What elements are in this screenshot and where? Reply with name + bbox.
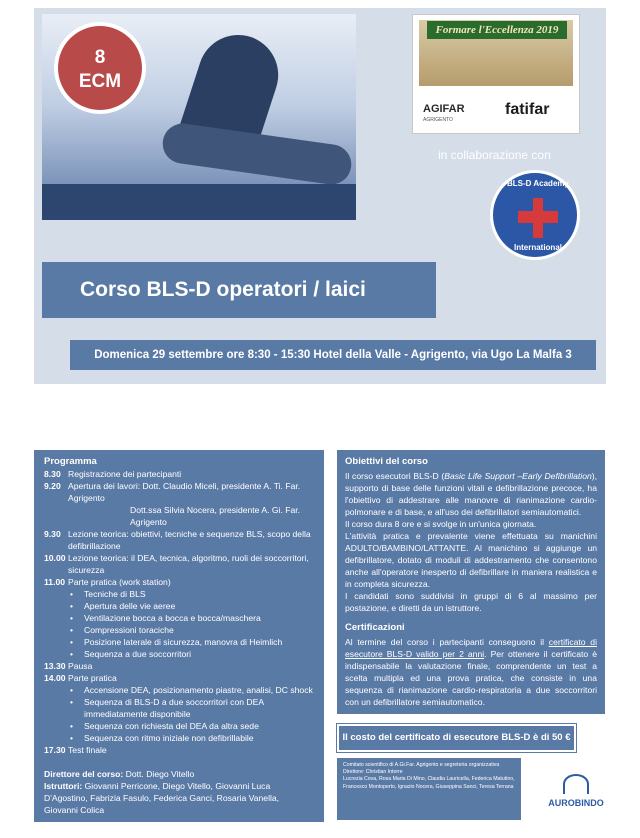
ecm-label: ECM	[78, 71, 122, 92]
fatifar-logo: fatifar	[505, 101, 550, 118]
obiettivi-paragraph: Il corso dura 8 ore e si svolge in un'unica giornata.	[345, 519, 537, 529]
list-item: 11.00 Parte pratica (work station)	[44, 577, 171, 587]
collaboration-text: in collaborazione con	[438, 148, 551, 162]
list-item: • Sequenza con ritmo iniziale non defibrillabile	[44, 732, 314, 744]
obiettivi-paragraph: L'attività pratica e prevalente viene effettuata su manichini ADULTO/BAMBINO/LATTANTE. Al manichino si aggiunge un defibrillatore, dotato di moduli di addestramento che consentono anche all'operatore inesperto di defibrillare in maniera realistica e in completa sicurezza.	[345, 531, 597, 589]
bls-academy-logo	[490, 170, 580, 260]
ecm-number: 8	[94, 47, 106, 68]
direttore-line: Direttore del corso: Dott. Diego Vitello	[44, 769, 195, 779]
agifar-logo: AGIFAR	[423, 103, 465, 115]
list-item: • Ventilazione bocca a bocca e bocca/maschera	[44, 612, 314, 624]
list-item: • Posizione laterale di sicurezza, manovra di Heimlich	[44, 636, 314, 648]
comitato-line: Comitato scientifico di A.Gi.Far. Agrigento e segreteria organizzativa	[343, 762, 500, 768]
cost-banner: Il costo del certificato di esecutore BLS-D è di 50 €	[337, 724, 576, 752]
list-item: 8.30 Registrazione dei partecipanti	[44, 469, 182, 479]
list-item: • Sequenza con richiesta del DEA da altra sede	[44, 720, 314, 732]
photo-floor	[42, 184, 356, 220]
programma-heading: Programma	[44, 456, 97, 467]
sponsor-name: AUROBINDO	[548, 798, 604, 808]
list-item: • Sequenza di BLS-D a due soccorritori con DEA immediatamente disponibile	[44, 696, 314, 720]
list-item: 14.00 Parte pratica	[44, 673, 117, 683]
ecm-badge	[54, 22, 146, 114]
course-title: Corso BLS-D operatori / laici	[42, 262, 436, 318]
list-item: • Compressioni toraciche	[44, 624, 314, 636]
list-item: • Apertura delle vie aeree	[44, 600, 314, 612]
red-cross-icon	[522, 198, 554, 238]
list-item: 9.20 Apertura dei lavori: Dott. Claudio Miceli, presidente A. Ti. Far. Agrigento	[44, 481, 301, 503]
obiettivi-paragraph: I candidati sono suddivisi in gruppi di 6 al massimo per postazione, e diretti da un istruttore.	[345, 591, 597, 613]
bls-logo-bottom-text: International	[513, 243, 562, 252]
programma-panel	[34, 450, 324, 822]
comitato-line: Lucrezia Cova, Rosa Maria Di Mino, Claudia Lauricella, Federica Matutino, Francesco Montoperto, Ignazio Nocera, Giuseppina Sanci, Teresa Terrana	[343, 776, 515, 790]
partner-logos	[412, 14, 580, 134]
certificazioni-paragraph: Al termine del corso i partecipanti conseguono il certificato di esecutore BLS-D valido per 2 anni. Per ottenere il certificato è indispensabile la valutazione finale, comprendente un test a scelta multipla ed una prova pratica, che consiste in una sequenza di rianimazione cardio-respiratoria a due soccorritori con un defibrillatore semiautomatico.	[345, 637, 597, 707]
list-item: • Tecniche di BLS	[44, 588, 314, 600]
aurobindo-mark-icon	[563, 774, 589, 794]
formare-title: Formare l'Eccellenza 2019	[427, 21, 567, 39]
list-item: 13.30 Pausa	[44, 661, 93, 671]
certificazioni-heading: Certificazioni	[345, 622, 405, 633]
list-item: • Sequenza a due soccorritori	[44, 648, 314, 660]
list-item: 17.30 Test finale	[44, 745, 107, 755]
list-item: • Accensione DEA, posizionamento piastre, analisi, DC shock	[44, 684, 314, 696]
list-item: 10.00 Lezione teorica: il DEA, tecnica, algoritmo, ruoli dei soccorritori, sicurezza	[44, 553, 309, 575]
istruttori-line: Istruttori: Giovanni Perricone, Diego Vitello, Giovanni Luca D'Agostino, Fabrizia Fasulo, Federica Ganci, Rosaria Vanella, Giovanni Colica	[44, 781, 280, 815]
obiettivi-panel	[337, 450, 605, 714]
bls-logo-top-text: BLS-D Academy	[507, 179, 569, 188]
comitato-box	[337, 758, 521, 820]
agifar-subtitle: AGRIGENTO	[423, 117, 453, 123]
date-location: Domenica 29 settembre ore 8:30 - 15:30 Hotel della Valle - Agrigento, via Ugo La Malfa 3	[70, 340, 596, 370]
list-item: Dott.ssa Silvia Nocera, presidente A. Gi. Far. Agrigento	[130, 505, 301, 527]
aurobindo-logo	[546, 774, 606, 814]
obiettivi-paragraph: Il corso esecutori BLS-D (Basic Life Support –Early Defibrillation), supporto di base delle funzioni vitali e defibrillazione precoce, ha l'obiettivo di addestrare alle manovre di rianimazione cardio-polmonare e di base, e all'uso dei defibrillatori semiautomatici.	[345, 471, 598, 517]
obiettivi-heading: Obiettivi del corso	[345, 456, 428, 467]
comitato-line: Direttore: Christian Intorre	[343, 769, 403, 776]
list-item: 9.30 Lezione teorica: obiettivi, tecniche e sequenze BLS, scopo della defibrillazione	[44, 529, 311, 551]
